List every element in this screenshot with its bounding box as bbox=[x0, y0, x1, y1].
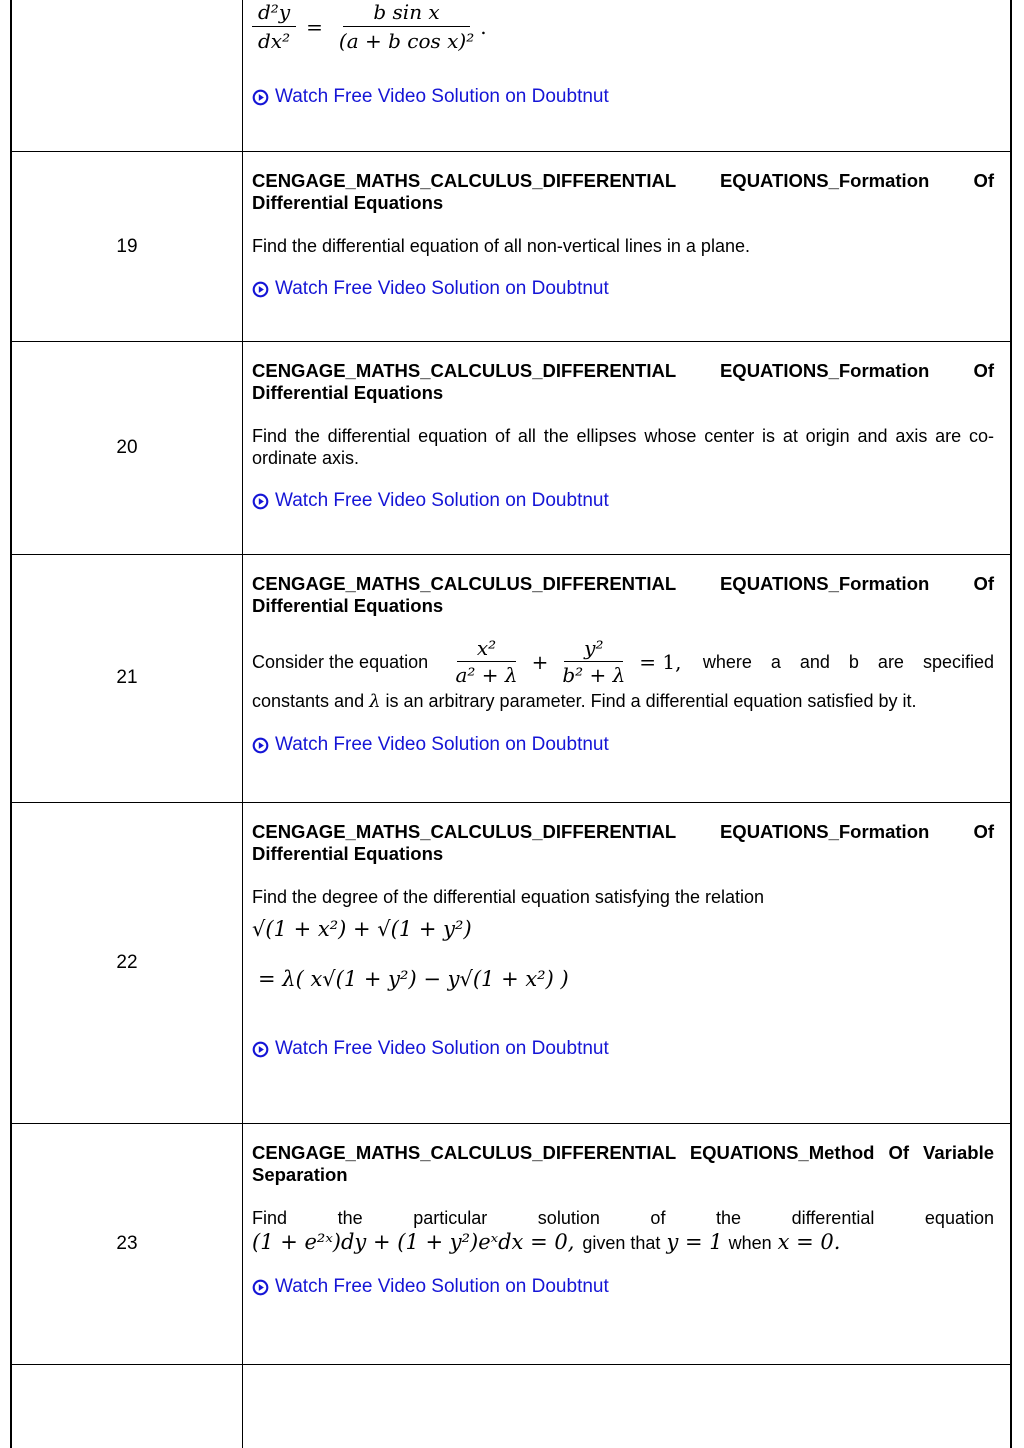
question-text: Find the differential equation of all non-vertical lines in a plane. bbox=[252, 236, 750, 256]
watch-video-link[interactable]: Watch Free Video Solution on Doubtnut bbox=[252, 1038, 994, 1060]
question-equation-line bbox=[252, 1231, 994, 1254]
play-circle-icon bbox=[252, 89, 269, 106]
initial-condition-y: y = 1 bbox=[666, 1230, 723, 1254]
row-divider bbox=[12, 802, 1010, 803]
question-heading: CENGAGE_MATHS_CALCULUS_DIFFERENTIAL EQUATIONS_Formation Of Differential Equations bbox=[252, 821, 994, 864]
play-circle-icon bbox=[252, 737, 269, 754]
question-heading: CENGAGE_MATHS_CALCULUS_DIFFERENTIAL EQUATIONS_Formation Of Differential Equations bbox=[252, 573, 994, 616]
row-divider bbox=[12, 1123, 1010, 1124]
question-text: Find the differential equation of all the ellipses whose center is at origin and axis are co-ordinate axis. bbox=[252, 426, 994, 468]
row-divider bbox=[12, 1364, 1010, 1365]
rhs-denominator: (a + b cos x)² bbox=[338, 29, 475, 53]
play-circle-icon bbox=[252, 1279, 269, 1296]
when-text: when bbox=[728, 1233, 772, 1253]
question-21-cell: CENGAGE_MATHS_CALCULUS_DIFFERENTIAL EQUATIONS_Formation Of Differential Equations Consider the equation $\frac{\text{x²}}{\text{a² + λ}}$ + $\frac{\text{y²}}{\text{b² + λ}}$ = 1, where a and b are specified constants and λ is an arbitrary parameter. Find a differential equation satisfied by it. Watch Free Video Solution on Doubtnut bbox=[252, 573, 994, 755]
row-divider bbox=[12, 341, 1010, 342]
question-text: Find the particular solution of the differential equation bbox=[252, 1208, 994, 1228]
rhs-numerator: b sin x bbox=[343, 0, 469, 27]
initial-condition-x: x = 0. bbox=[777, 1230, 841, 1254]
watch-video-link[interactable]: Watch Free Video Solution on Doubtnut bbox=[252, 490, 994, 512]
eq-denominator: a² + λ bbox=[455, 663, 518, 687]
play-circle-icon bbox=[252, 493, 269, 510]
eq-numerator: y² bbox=[564, 637, 623, 662]
play-circle-icon bbox=[252, 1041, 269, 1058]
relation-line-1: √(1 + x²) + √(1 + y²) bbox=[252, 917, 472, 941]
question-text: Find the degree of the differential equation satisfying the relation bbox=[252, 887, 765, 907]
question-heading: CENGAGE_MATHS_CALCULUS_DIFFERENTIAL EQUATIONS_Formation Of Differential Equations bbox=[252, 170, 994, 213]
question-number: 20 bbox=[116, 437, 138, 458]
question-heading: CENGAGE_MATHS_CALCULUS_DIFFERENTIAL EQUATIONS_Formation Of Differential Equations bbox=[252, 360, 994, 403]
question-number: 19 bbox=[116, 236, 138, 257]
question-heading: CENGAGE_MATHS_CALCULUS_DIFFERENTIAL EQUATIONS_Method Of Variable Separation bbox=[252, 1142, 994, 1185]
watch-video-link[interactable]: Watch Free Video Solution on Doubtnut bbox=[252, 86, 609, 108]
question-table bbox=[10, 0, 1012, 1448]
watch-video-link[interactable]: Watch Free Video Solution on Doubtnut bbox=[252, 734, 994, 756]
ellipse-equation: $\frac{\text{x²}}{\text{a² + λ}}$ + $\frac{\text{y²}}{\text{b² + λ}}$ = 1, bbox=[449, 637, 681, 686]
given-text: given that bbox=[582, 1233, 661, 1253]
eq-rhs: = 1, bbox=[639, 649, 682, 674]
partial-equation: $\frac{\text{d²y}}{\text{dx²}}$ = $\frac{\text{b sin x}}{\text{(a + b cos x)²}}$ . bbox=[252, 0, 487, 53]
question-text: Consider the equation bbox=[252, 651, 429, 672]
question-text-line: Consider the equation $\frac{\text{x²}}{\text{a² + λ}}$ + $\frac{\text{y²}}{\text{b² + λ}}$ = 1, where a and b are specified bbox=[252, 636, 994, 687]
row-divider bbox=[12, 151, 1010, 152]
question-22-cell bbox=[252, 821, 994, 1060]
eq-denominator: b² + λ bbox=[562, 663, 626, 687]
relation-line-2: = λ( x√(1 + y²) − y√(1 + x²) ) bbox=[258, 967, 569, 991]
question-19-cell bbox=[252, 170, 994, 300]
question-number: 21 bbox=[116, 667, 138, 688]
question-number: 22 bbox=[116, 952, 138, 973]
question-23-cell bbox=[252, 1142, 994, 1298]
question-number: 23 bbox=[116, 1233, 138, 1254]
play-circle-icon bbox=[252, 281, 269, 298]
lhs-denominator: dx² bbox=[258, 29, 291, 53]
watch-video-link[interactable]: Watch Free Video Solution on Doubtnut bbox=[252, 1276, 994, 1298]
eq-numerator: x² bbox=[457, 637, 516, 662]
column-divider bbox=[242, 0, 243, 1448]
question-20-cell bbox=[252, 360, 994, 512]
row-divider bbox=[12, 554, 1010, 555]
differential-equation: (1 + e²ˣ)dy + (1 + y²)eˣdx = 0, bbox=[252, 1230, 575, 1254]
lhs-numerator: d²y bbox=[252, 0, 296, 27]
watch-video-link[interactable]: Watch Free Video Solution on Doubtnut bbox=[252, 278, 994, 300]
